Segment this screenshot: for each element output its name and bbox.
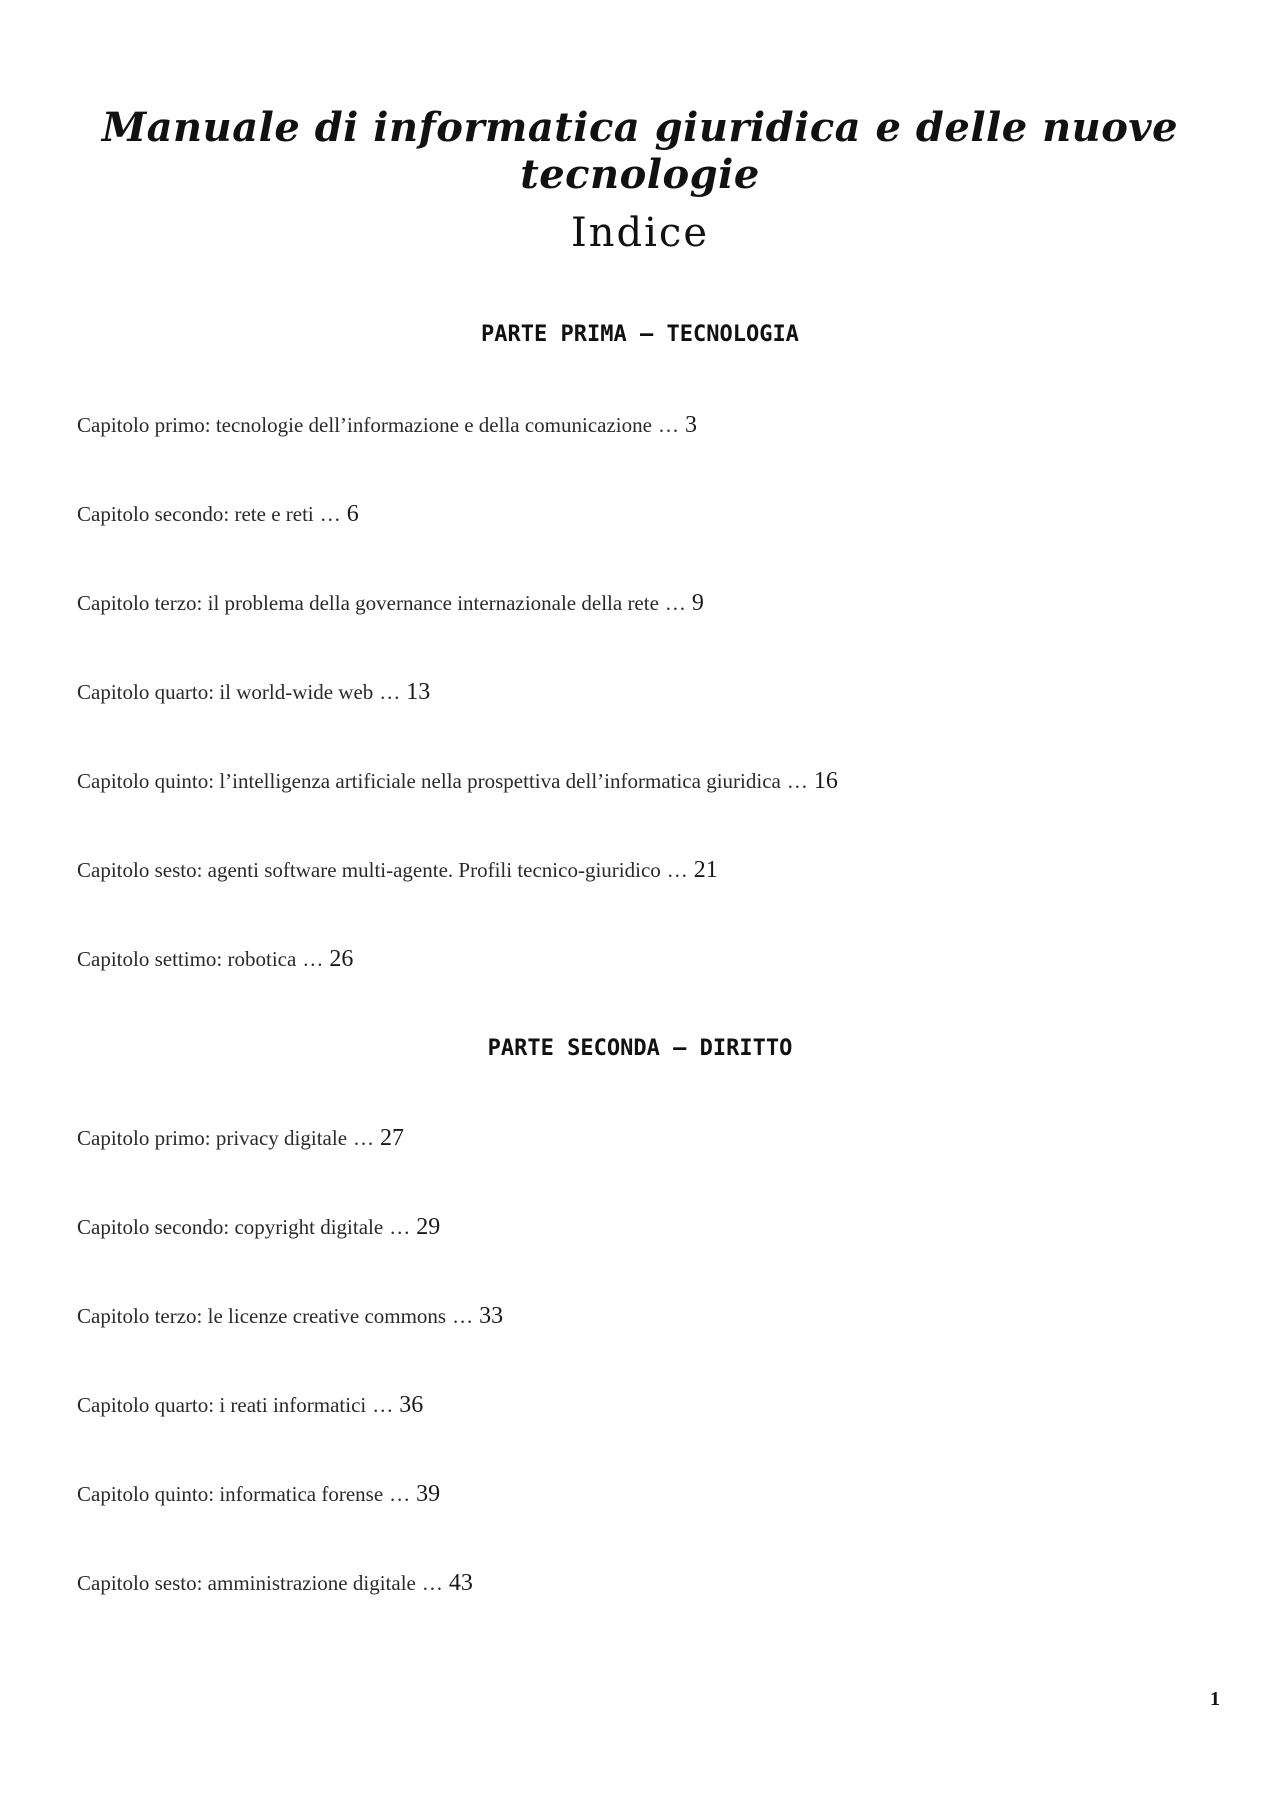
toc-leader-dots: … — [379, 680, 401, 704]
toc-entry[interactable] — [77, 1481, 1217, 1508]
part-heading-seconda: PARTE SECONDA – DIRITTO — [487, 1036, 793, 1061]
toc-entry[interactable] — [77, 501, 1217, 528]
toc-entry-label: Capitolo primo: privacy digitale — [77, 1126, 348, 1150]
toc-entry[interactable] — [77, 679, 1217, 706]
toc-page-number: 36 — [399, 1392, 424, 1418]
toc-page-number: 29 — [416, 1214, 441, 1240]
toc-entry[interactable] — [77, 1392, 1217, 1419]
toc-page-number: 3 — [684, 412, 697, 438]
toc-entry-label: Capitolo quinto: l’intelligenza artificiale nella prospettiva dell’informatica giuridica — [77, 769, 781, 793]
document-title: Manuale di informatica giuridica e delle nuove tecnologie — [101, 104, 1179, 198]
toc-page-number: 26 — [329, 946, 354, 972]
toc-page-number: 6 — [346, 501, 359, 527]
toc-entry[interactable] — [77, 412, 1217, 439]
toc-leader-dots: … — [657, 413, 679, 437]
toc-leader-dots: … — [389, 1215, 411, 1239]
toc-leader-dots: … — [389, 1482, 411, 1506]
toc-page-number: 43 — [448, 1570, 473, 1596]
page-number: 1 — [1210, 1688, 1220, 1710]
toc-entry-label: Capitolo quarto: il world-wide web — [77, 680, 374, 704]
toc-entry-label: Capitolo quarto: i reati informatici — [77, 1393, 367, 1417]
toc-leader-dots: … — [353, 1126, 375, 1150]
toc-page-number: 39 — [416, 1481, 441, 1507]
toc-page-number: 21 — [693, 857, 718, 883]
toc-entry-label: Capitolo primo: tecnologie dell’informazione e della comunicazione — [77, 413, 652, 437]
toc-page-number: 13 — [406, 679, 431, 705]
toc-entry[interactable] — [77, 1570, 1217, 1597]
toc-entry[interactable] — [77, 590, 1217, 617]
toc-leader-dots: … — [319, 502, 341, 526]
part-heading-prima: PARTE PRIMA – TECNOLOGIA — [481, 322, 799, 347]
toc-leader-dots: … — [302, 947, 324, 971]
toc-entry[interactable] — [77, 1214, 1217, 1241]
toc-entry-label: Capitolo settimo: robotica — [77, 947, 297, 971]
toc-entry[interactable] — [77, 1303, 1217, 1330]
toc-entry[interactable] — [77, 1125, 1217, 1152]
toc-entry[interactable] — [77, 768, 1217, 795]
toc-entry-label: Capitolo quinto: informatica forense — [77, 1482, 384, 1506]
toc-leader-dots: … — [786, 769, 808, 793]
toc-leader-dots: … — [664, 591, 686, 615]
toc-entry-label: Capitolo sesto: amministrazione digitale — [77, 1571, 416, 1595]
toc-entry-label: Capitolo secondo: copyright digitale — [77, 1215, 384, 1239]
index-heading: Indice — [570, 210, 710, 256]
toc-leader-dots: … — [452, 1304, 474, 1328]
toc-entry[interactable] — [77, 857, 1217, 884]
toc-leader-dots: … — [421, 1571, 443, 1595]
toc-page-number: 9 — [691, 590, 704, 616]
toc-leader-dots: … — [372, 1393, 394, 1417]
toc-leader-dots: … — [666, 858, 688, 882]
toc-entry-label: Capitolo secondo: rete e reti — [77, 502, 314, 526]
toc-entry-label: Capitolo terzo: il problema della governance internazionale della rete — [77, 591, 659, 615]
toc-entry-label: Capitolo sesto: agenti software multi-agente. Profili tecnico-giuridico — [77, 858, 661, 882]
toc-entry[interactable] — [77, 946, 1217, 973]
toc-page-number: 33 — [479, 1303, 504, 1329]
toc-entry-label: Capitolo terzo: le licenze creative commons — [77, 1304, 447, 1328]
toc-page-number: 16 — [813, 768, 838, 794]
toc-page-number: 27 — [380, 1125, 405, 1151]
